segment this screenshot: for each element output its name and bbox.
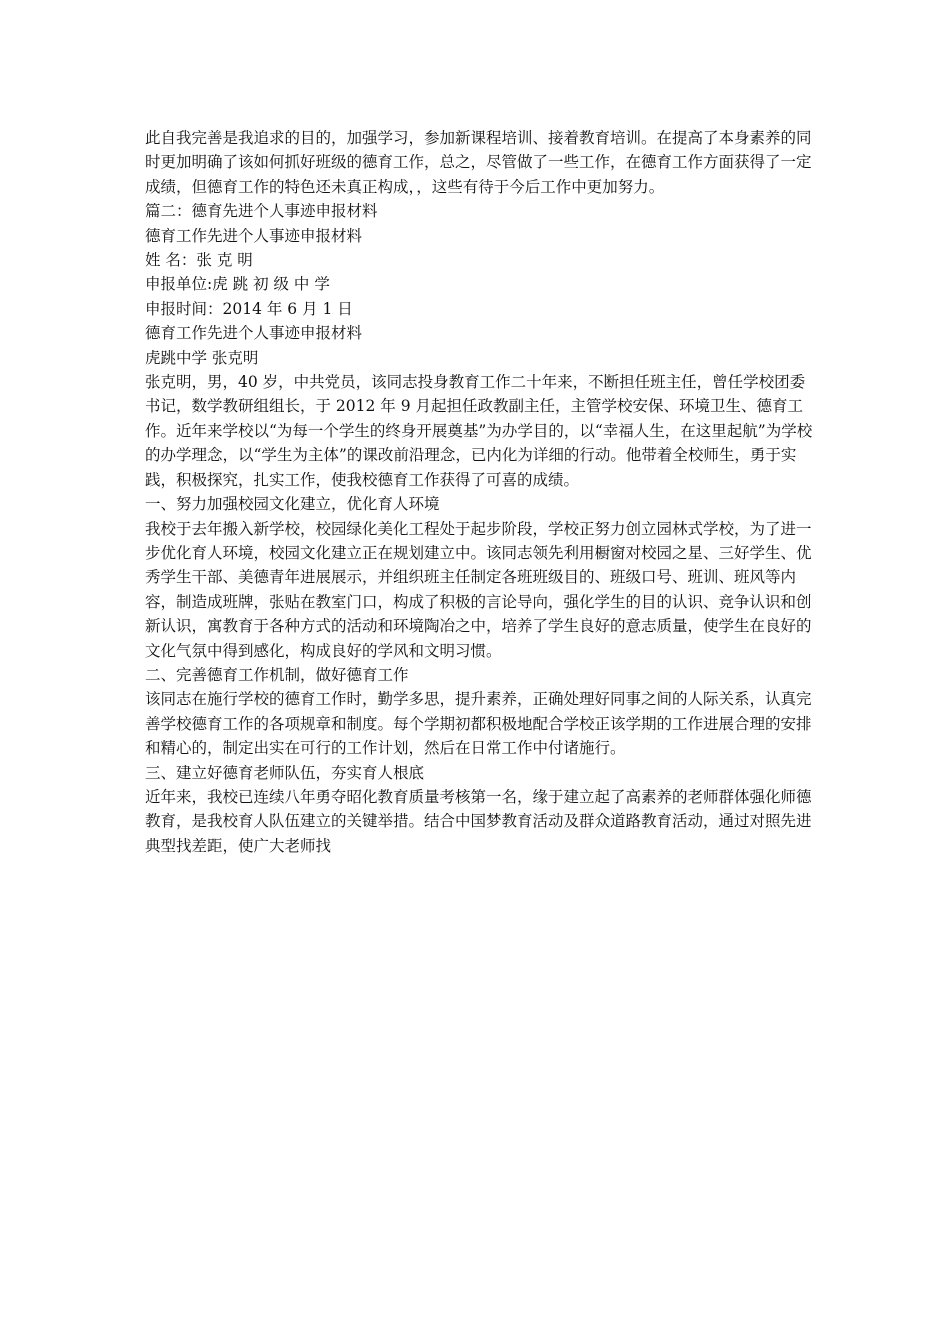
applicant-name: 姓 名：张 克 明 (145, 251, 253, 270)
document-body (145, 126, 817, 858)
report-title-repeat: 德育工作先进个人事迹申报材料 (145, 324, 363, 343)
section-heading-two: 二、完善德育工作机制，做好德育工作 (145, 665, 409, 684)
section-heading-one: 一、努力加强校园文化建立，优化育人环境 (145, 495, 440, 514)
section-heading-three: 三、建立好德育老师队伍，夯实育人根底 (145, 763, 425, 782)
paragraph-section-three: 近年来，我校已连续八年勇夺昭化教育质量考核第一名，缘于建立起了高素养的老师群体强化师德教育，是我校育人队伍建立的关键举措。结合中国梦教育活动及群众道路教育活动，通过对照先进典型找差距，使广大老师找 (145, 787, 812, 855)
section-heading-part-two: 篇二：德育先进个人事迹申报材料 (145, 202, 378, 221)
report-title: 德育工作先进个人事迹申报材料 (145, 226, 363, 245)
application-date: 申报时间：2014 年 6 月 1 日 (145, 299, 353, 318)
paragraph-profile: 张克明，男，40 岁，中共党员，该同志投身教育工作二十年来，不断担任班主任，曾任学校团委书记，数学教研组组长，于 2012 年 9 月起担任政教副主任，主管学校安保、环境卫生、德育工作。近年来学校以“为每一个学生的终身开展奠基”为办学目的，以“幸福人生，在这里起航”为学校的办学理念，以“学生为主体”的课改前沿理念，已内化为详细的行动。他带着全校师生，勇于实践，积极探究，扎实工作，使我校德育工作获得了可喜的成绩。 (145, 373, 813, 489)
author-line: 虎跳中学 张克明 (145, 348, 259, 367)
paragraph-section-one: 我校于去年搬入新学校，校园绿化美化工程处于起步阶段，学校正努力创立园林式学校，为了进一步优化育人环境，校园文化建立正在规划建立中。该同志领先利用橱窗对校园之星、三好学生、优秀学生干部、美德青年进展展示，并组织班主任制定各班班级目的、班级口号、班训、班风等内容，制造成班牌，张贴在教室门口，构成了积极的言论导向，强化学生的目的认识、竞争认识和创新认识，寓教育于各种方式的活动和环境陶冶之中，培养了学生良好的意志质量，使学生在良好的文化气氛中得到感化，构成良好的学风和文明习惯。 (145, 519, 812, 660)
paragraph-intro: 此自我完善是我追求的目的，加强学习，参加新课程培训、接着教育培训。在提高了本身素养的同时更加明确了该如何抓好班级的德育工作，总之，尽管做了一些工作，在德育工作方面获得了一定成绩，但德育工作的特色还未真正构成，，这些有待于今后工作中更加努力。 (145, 129, 812, 196)
applicant-unit: 申报单位:虎 跳 初 级 中 学 (145, 275, 330, 294)
paragraph-section-two: 该同志在施行学校的德育工作时，勤学多思，提升素养，正确处理好同事之间的人际关系，认真完善学校德育工作的各项规章和制度。每个学期初都积极地配合学校正该学期的工作进展合理的安排和精心的，制定出实在可行的工作计划，然后在日常工作中付诸施行。 (145, 690, 812, 758)
